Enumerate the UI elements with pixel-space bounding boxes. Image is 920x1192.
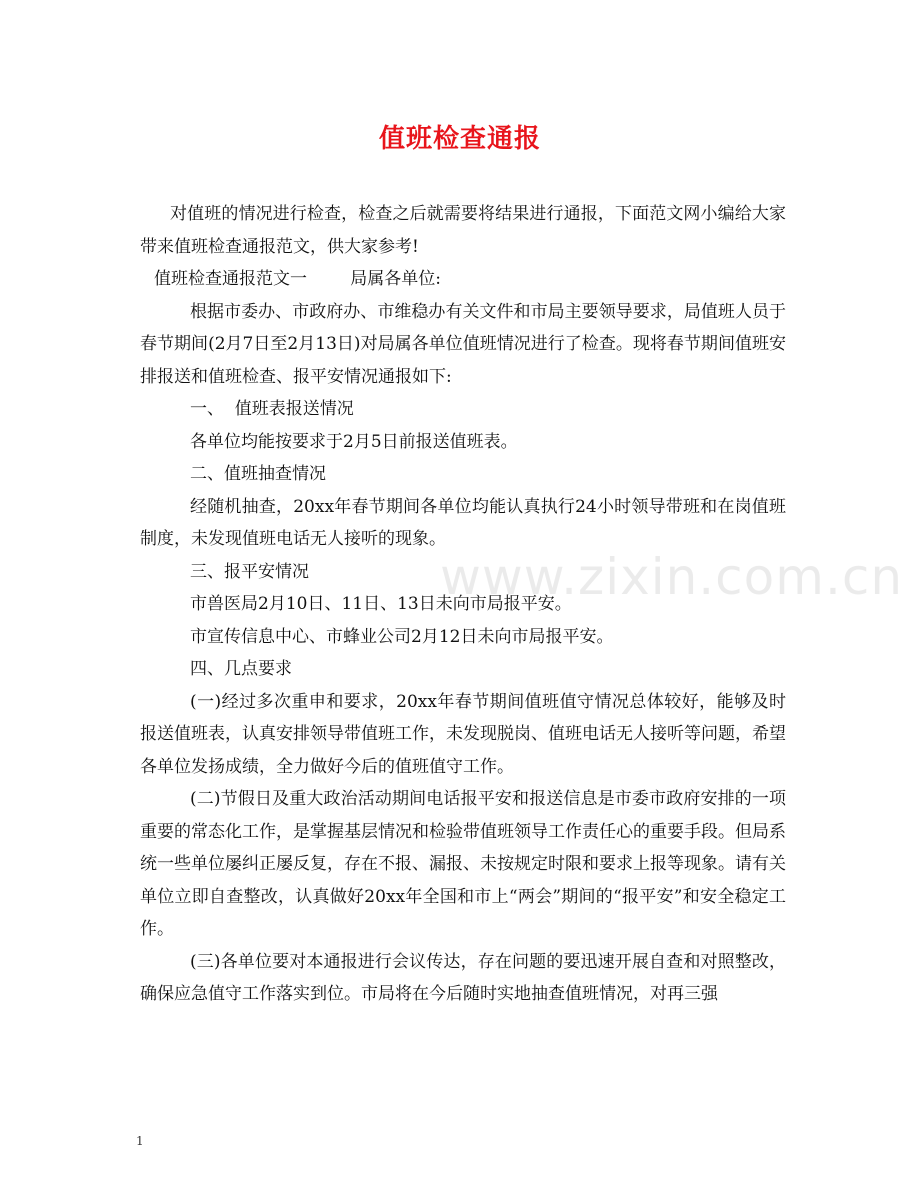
intro-paragraph: 对值班的情况进行检查，检查之后就需要将结果进行通报，下面范文网小编给大家带来值班检查通报范文，供大家参考! [140,204,786,257]
body-paragraph: 市宣传信息中心、市蜂业公司2月12日未向市局报平安。 [190,626,614,647]
body-paragraph: 市兽医局2月10日、11日、13日未向市局报平安。 [190,594,572,614]
requirement-paragraph-1: (一)经过多次重申和要求，20xx年春节期间值班值守情况总体较好，能够及时报送值班表，认真安排领导带值班工作，未发现脱岗、值班电话无人接听等问题，希望各单位发扬成绩，全力做好今后的值班值守工作。 [140,691,786,777]
section-heading-2: 二、值班抽查情况 [190,464,326,484]
requirement-paragraph-3: (三)各单位要对本通报进行会议传达，存在问题的要迅速开展自查和对照整改，确保应急值守工作落实到位。市局将在今后随时实地抽查值班情况，对再三强 [140,951,786,1004]
document-body [140,198,786,1011]
body-paragraph: 各单位均能按要求于2月5日前报送值班表。 [190,431,518,452]
section-heading-3: 三、报平安情况 [190,561,309,582]
document-title: 值班检查通报 [378,124,541,154]
body-paragraph: 根据市委办、市政府办、市维稳办有关文件和市局主要领导要求，局值班人员于春节期间(2月7日至2月13日)对局属各单位值班情况进行了检查。现将春节期间值班安排报送和值班检查、报平安情况通报如下: [140,301,786,387]
requirement-paragraph-2: (二)节假日及重大政治活动期间电话报平安和报送信息是市委市政府安排的一项重要的常态化工作，是掌握基层情况和检验带值班领导工作责任心的重要手段。但局系统一些单位屡纠正屡反复，存在不报、漏报、未按规定时限和要求上报等现象。请有关单位立即自查整改，认真做好20xx年全国和市上“两会”期间的“报平安”和安全稳定工作。 [140,789,786,939]
section-heading-1: 一、 值班表报送情况 [190,399,354,419]
body-paragraph: 经随机抽查，20xx年春节期间各单位均能认真执行24小时领导带班和在岗值班制度，未发现值班电话无人接听的现象。 [140,496,786,549]
watermark: www.zixin.com.cn [440,548,904,606]
page-number: 1 [136,1134,144,1148]
section-heading-4: 四、几点要求 [190,659,292,679]
sample-heading-greeting: 值班检查通报范文一 局属各单位: [154,269,441,289]
